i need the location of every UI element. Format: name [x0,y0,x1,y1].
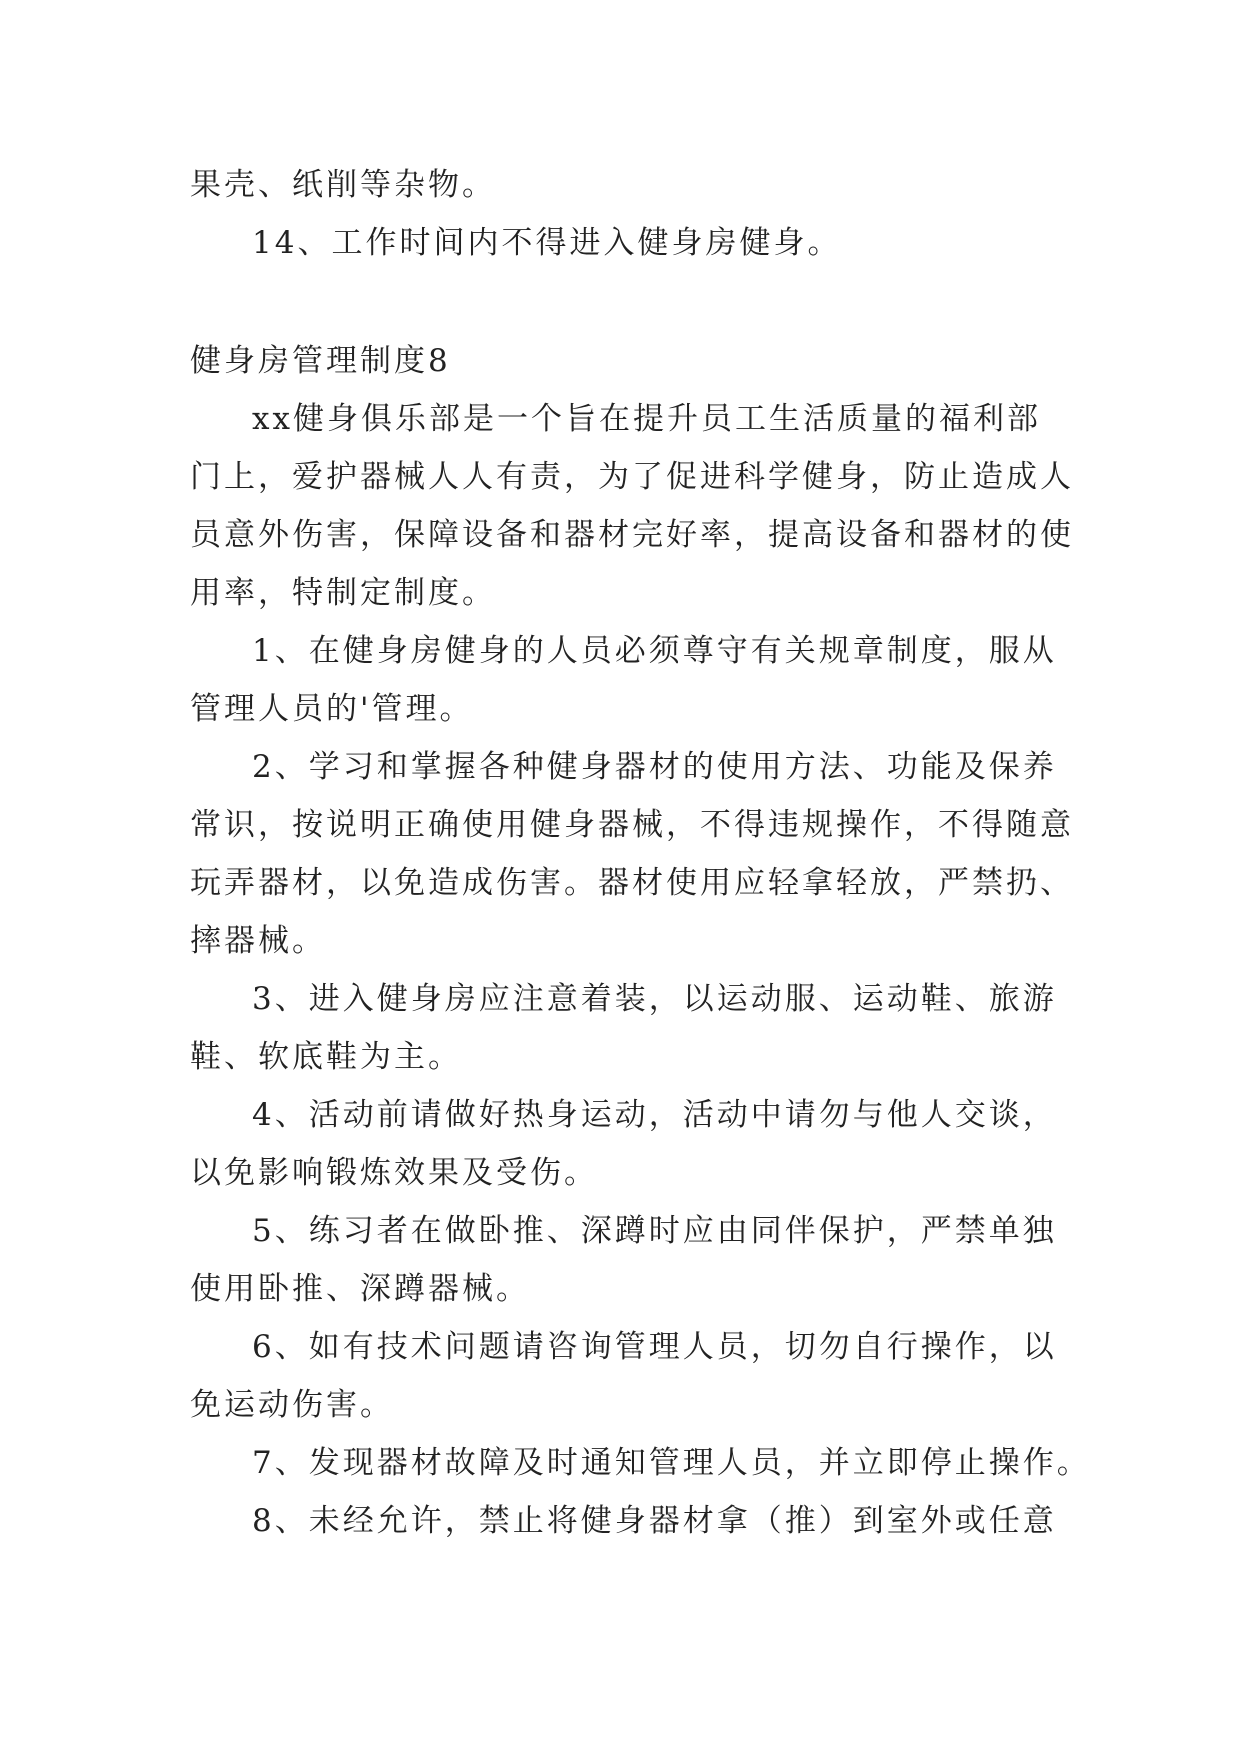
rule-item-3-cont: 鞋、软底鞋为主。 [190,1039,462,1075]
rule-item-8: 8、未经允许，禁止将健身器材拿（推）到室外或任意 [252,1503,1057,1539]
intro-line-2: 门上，爱护器械人人有责，为了促进科学健身，防止造成人 [190,459,1074,495]
rule-item-5-cont: 使用卧推、深蹲器械。 [190,1271,530,1307]
rule-item-2-cont-1: 常识，按说明正确使用健身器械，不得违规操作，不得随意 [190,807,1074,843]
rule-item-1-cont: 管理人员的'管理。 [190,691,474,727]
text-line-continuation: 果壳、纸削等杂物。 [190,167,496,203]
rule-item-2: 2、学习和掌握各种健身器材的使用方法、功能及保养 [252,749,1057,785]
section-heading: 健身房管理制度8 [190,343,451,379]
rule-item-4: 4、活动前请做好热身运动，活动中请勿与他人交谈， [252,1097,1057,1133]
intro-line-4: 用率，特制定制度。 [190,575,496,611]
intro-line-1: xx健身俱乐部是一个旨在提升员工生活质量的福利部 [252,401,1041,437]
rule-item-14: 14、工作时间内不得进入健身房健身。 [252,225,842,261]
rule-item-3: 3、进入健身房应注意着装，以运动服、运动鞋、旅游 [252,981,1057,1017]
rule-item-5: 5、练习者在做卧推、深蹲时应由同伴保护，严禁单独 [252,1213,1057,1249]
rule-item-4-cont: 以免影响锻炼效果及受伤。 [190,1155,598,1191]
intro-line-3: 员意外伤害，保障设备和器材完好率，提高设备和器材的使 [190,517,1074,553]
rule-item-6-cont: 免运动伤害。 [190,1387,394,1423]
rule-item-2-cont-3: 摔器械。 [190,923,326,959]
rule-item-6: 6、如有技术问题请咨询管理人员，切勿自行操作，以 [252,1329,1057,1365]
rule-item-1: 1、在健身房健身的人员必须尊守有关规章制度，服从 [252,633,1057,669]
rule-item-7: 7、发现器材故障及时通知管理人员，并立即停止操作。 [252,1445,1091,1481]
rule-item-2-cont-2: 玩弄器材，以免造成伤害。器材使用应轻拿轻放，严禁扔、 [190,865,1074,901]
